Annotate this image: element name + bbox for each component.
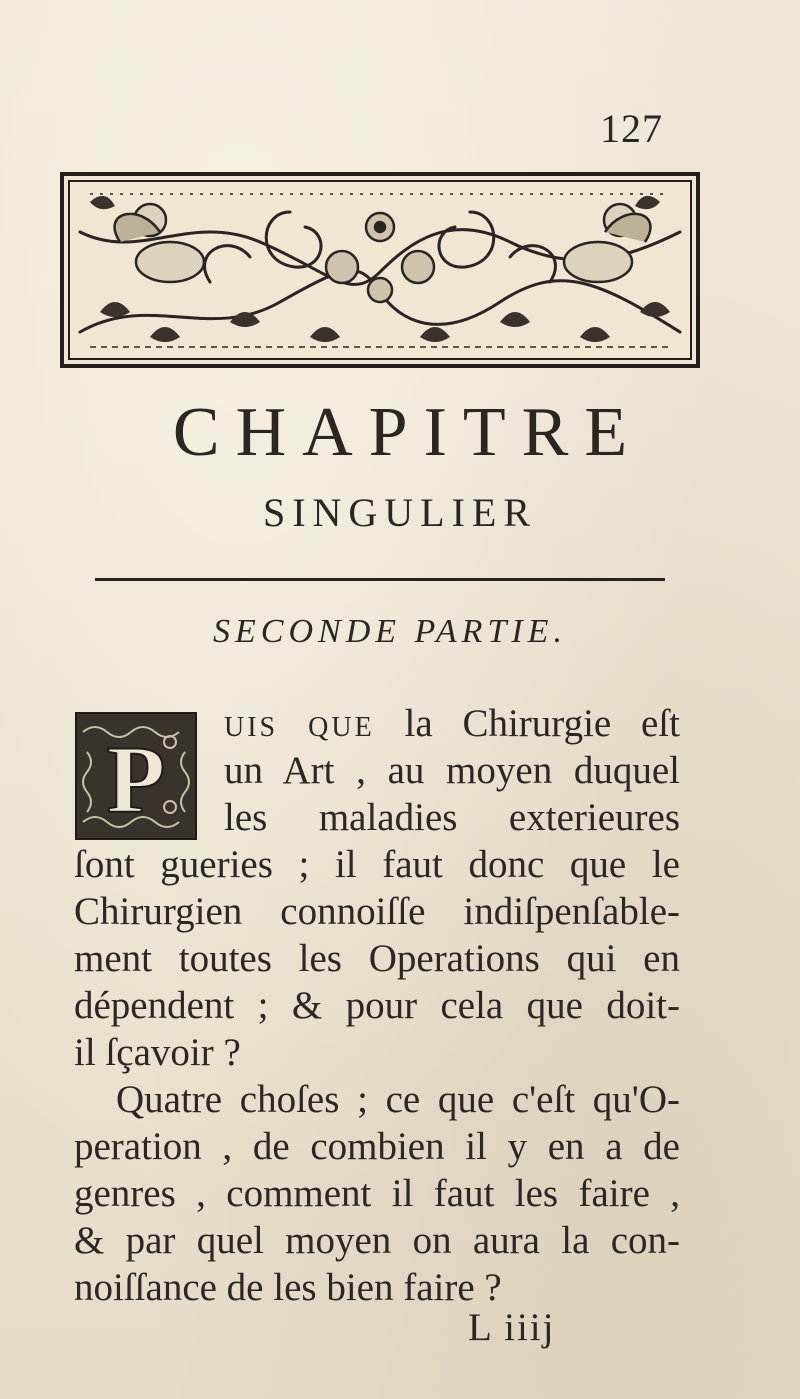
text-line: genres , comment il faut les faire , (74, 1172, 680, 1215)
section-heading: SECONDE PARTIE. (213, 613, 567, 650)
text-line: dépendent ; & pour cela que doit- (74, 984, 680, 1027)
chapter-subtitle: SINGULIER (262, 490, 538, 535)
text-line: les maladies exterieures (224, 796, 680, 839)
text-line: Quatre choſes ; ce que c'eſt qu'O- (116, 1078, 680, 1121)
text-line: un Art , au moyen duquel (224, 749, 680, 792)
drop-cap-letter: P (106, 726, 166, 833)
text-line: ment toutes les Operations qui en (74, 937, 680, 980)
text-line: Chirurgien connoiſſe indiſpenſable- (74, 890, 680, 933)
signature-mark: L iiij (468, 1306, 556, 1349)
text-line: noiſſance de les bien faire ? (74, 1266, 502, 1309)
lead-in-small-caps: UIS QUE (224, 712, 375, 743)
divider-rule (95, 578, 665, 581)
text-line: ſont gueries ; il faut donc que le (74, 843, 680, 886)
headpiece-ornament-icon (60, 172, 700, 368)
page-number: 127 (600, 106, 663, 151)
ornamental-initial-p-icon (75, 712, 197, 840)
text-line: peration , de combien il y en a de (74, 1125, 680, 1168)
text-line: UIS QUE la Chirurgie eſt (224, 702, 680, 745)
chapter-title: CHAPITRE (172, 394, 644, 471)
text-line: & par quel moyen on aura la con- (74, 1219, 680, 1262)
text-line: il ſçavoir ? (74, 1031, 241, 1074)
